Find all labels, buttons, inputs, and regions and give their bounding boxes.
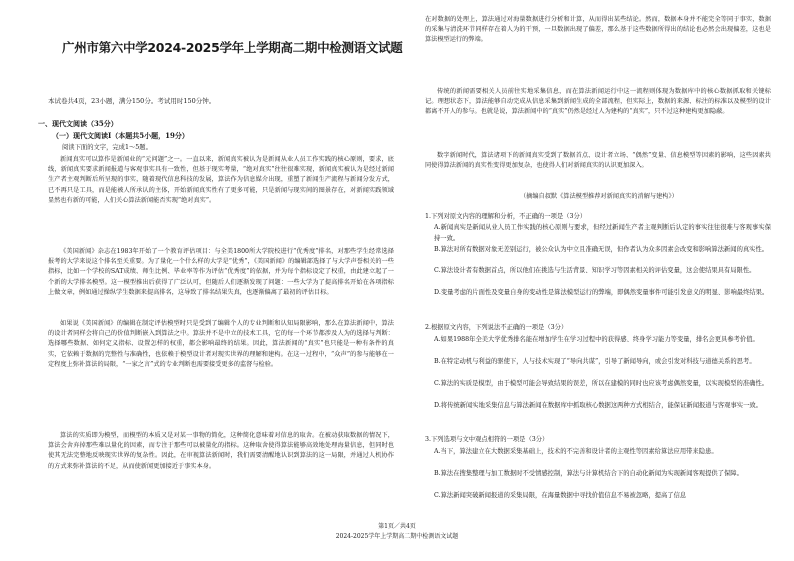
question-option: D.变量考虑的片面性及变量自身的变动性是算法模型运行的弊端，即偶然变量事件可能引发意义的明显、影响最终结果。	[434, 289, 769, 296]
question-option: C.算法新闻突破新闻报道的采集局限，在海量数据中寻找价值信息不易被忽略，提高了信息	[434, 492, 687, 499]
section-heading: 一、现代文阅读（35分）	[38, 119, 118, 128]
reading-instruction: 阅读下面的文字，完成1～5题。	[62, 144, 152, 151]
passage-paragraph: 算法的实质即为模型，而模型的本质又是对某一事物的简化，这种简化意味着对信息的取舍。在被动获取数据的情况下，算法会舍弃掉那些难以量化的因素，而专注于那些可以被量化的指标。这种取舍使得算法能够高效地处理海量信息，但同时也使其无法完整地反映现实世界的复杂性。因此，在审视算法新闻时，我们需要清醒地认识到算法的这一局限，并通过人机协作的方式来弥补算法的不足，从而使新闻更加接近于事实本身。	[48, 432, 394, 470]
source-citation: （摘编自叔默《算法模型推荐对新闻真实的消解与建构》）	[520, 193, 678, 200]
passage-paragraph: 新闻真实可以算作是新闻业的“元问题”之一。一直以来，新闻真实被认为是新闻从业人员工作实践的核心原则，要求，底线，新闻真实要求新闻报道与客观事实具有一致性，但基于现实考量，“绝对真实”往往很难实现，新闻真实被认为是经过新闻生产者主观判断后所呈现的事实，随着现代信息科技的发展，算法作为信息媒介出现，重塑了新闻生产流程与新闻分发方式，已不再只是工具，而是能被人所承认的主体，开始新闻真实性有了更多可能，只是新闻与现实间的图景存在，对新闻实践领域显然也有新的可能，人们关心算法新闻能否实现“绝对真实”。	[48, 156, 394, 204]
question-option: A.新闻真实是新闻从业人员工作实践的核心原则与要求，但经过新闻生产者主观判断后认定的事实往往很难与客观事实保持一致。	[434, 224, 771, 242]
question-stem: 1.下列对原文内容的理解和分析，不正确的一项是（3分）	[425, 213, 587, 220]
passage-paragraph: 传统的新闻需要相关人员前往实地采集信息，而在算法新闻运行中这一流程则体现为数据库中的核心数据抓取和关键标记。理想状态下，算法能够自动完成从信息采集到新闻生成的全部流程，但实际上，数据的来源、标注的标准以及模型的设计都离不开人的参与。也就是说，算法新闻中的“真实”仍然是经过人为建构的“真实”，只不过这种建构更加隐蔽。	[425, 88, 771, 116]
passage-paragraph: 数字新闻时代，算法诸项下的新闻真实受到了数据首点、设计者立场、“偶然”变量、信息模型等因素的影响，这些因素共同使得算法新闻的真实性变得更加复杂，也使得人们对新闻真实的认识更加深入。	[425, 152, 771, 170]
question-option: D.将传统新闻实地采集信息与算法新闻在数据库中抓取核心数据这两种方式相结合，能保证新闻报道与客观事实一致。	[434, 402, 762, 409]
question-option: B.在特定动机与利益的驱使下，人与技术实现了“导向共谋”，引导了新闻导向，或会引发对科技与道德关系的思考。	[434, 358, 756, 365]
passage-paragraph: 如果说《美国新闻》的编辑在制定评估模型时只是受到了编辑个人的专业判断和认知局限影响，那么在算法新闻中，算法的设计者同样会将自己的价值判断嵌入到算法之中。算法并不是中立的技术工具，它的每一个环节都涉及人为的选择与判断：选择哪些数据、如何定义指标、设置怎样的权重，都会影响最终的结果。因此，算法新闻的“真实”也只能是一种有条件的真实，它依赖于数据的完整性与准确性，也依赖于模型设计者对现实世界的理解和建构。在这一过程中，“众声”的参与能够在一定程度上弥补算法的局限，“一家之言”式的专业判断也需要接受更多的监督与检验。	[48, 320, 394, 368]
question-option: B.算法在搜集整理与加工数据时不受情感控制，算法与计算机结合下的自动化新闻为实现新闻客观提供了保障。	[434, 470, 743, 477]
footer-title: 2024-2025学年上学期高二期中检测语文试题	[335, 533, 459, 540]
question-stem: 3.下列选项与文中观点相符的一项是（3分）	[425, 436, 549, 443]
subsection-heading: （一）现代文阅读Ⅰ（本题共5小题，19分）	[52, 131, 189, 140]
page-number: 第1页／共4页	[378, 523, 416, 530]
page-title: 广州市第六中学2024-2025学年上学期高二期中检测语文试题	[62, 40, 403, 55]
question-option: C.算法的实质是模型，由于模型可能会导致结果的误差，所以在建模的同时也应该考虑偶然变量，以实现模型的准确性。	[434, 380, 769, 387]
question-stem: 2.根据原文内容，下列说法不正确的一项是（3分）	[425, 324, 568, 331]
question-option: A.如果1988年全美大学优秀排名能在增加学生在学习过程中的获得感、终身学习能力等变量，排名会更具参考价值。	[434, 336, 759, 343]
question-option: A.当下，算法建立在大数据采集基础上，技术的不完善和设计者的主观性等因素给算法应用带来隐患。	[434, 448, 718, 455]
passage-paragraph: 在对数据的处理上，算法通过对海量数据进行分析和计算，从而得出某些结论。然而，数据本身并不能完全等同于事实，数据的采集与清洗环节同样存在着人为的干预，一旦数据出现了偏差，那么基于这些数据所得出的结论也必然会出现偏差，这也是算法模型运行的弊端。	[425, 16, 771, 44]
passage-paragraph: 《美国新闻》杂志在1983年开始了一个教育评估项目：与全美1800所大学院校进行“优秀度”排名，对那些学生经常选择报考的大学来说这个排名至关重要。为了量化一个什么样的大学是“优秀”，《美国新闻》的编辑部选择了与大学声誉相关的一些指标，比如一个学校的SAT成绩、师生比例、毕业率等作为评估“优秀度”的依据，并为每个指标设定了权重，由此建立起了一个新的大学排名模型。这一模型推出后获得了广泛认可，但随后人们逐渐发现了问题：一些大学为了提高排名开始在各项指标上做文章，例如通过操纵学生数据来提高排名，这导致了排名结果失真，也逐渐偏离了最初的评估目标。	[48, 248, 394, 296]
exam-meta: 本试卷共4页，23小题，满分150分。考试用时150分钟。	[48, 97, 216, 105]
question-option: C.算法设计者有数据首点，所以他们在挑选与生活背景、知识学习等因素相关的评估变量，这会使结果具有局限性。	[434, 267, 756, 274]
question-option: B.算法对所有数据对象无差别运行，被公众认为中立且准确无误，但作者认为众多因素会改变和影响算法新闻的真实性。	[434, 246, 769, 253]
